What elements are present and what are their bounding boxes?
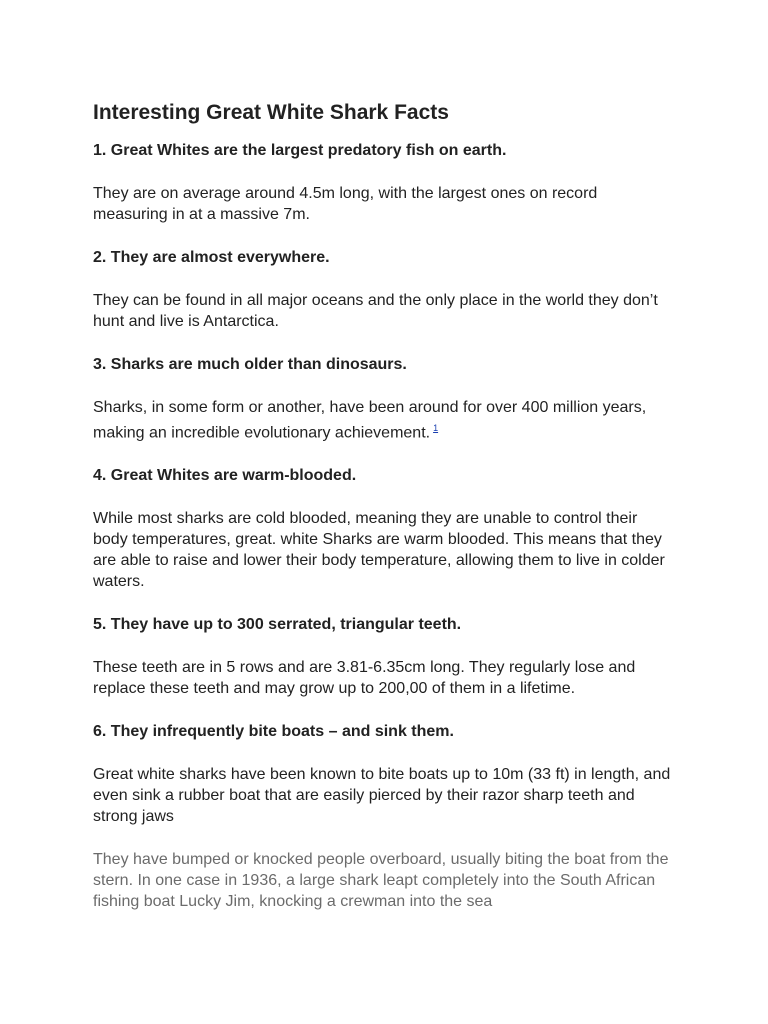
fact-heading: 4. Great Whites are warm-blooded.	[93, 467, 357, 485]
fact-body: These teeth are in 5 rows and are 3.81-6.35cm long. They regularly lose and replace these teeth and may grow up to 200,00 of them in a lifetime.	[93, 659, 636, 698]
fact-heading: 6. They infrequently bite boats – and sink them.	[93, 723, 454, 741]
fact-heading: 3. Sharks are much older than dinosaurs.	[93, 356, 407, 373]
footnote-link[interactable]: 1	[433, 423, 439, 433]
fact-2	[93, 247, 672, 332]
fact-3	[93, 354, 672, 443]
fact-4	[93, 465, 672, 592]
fact-body: Great white sharks have been known to bite boats up to 10m (33 ft) in length, and even sink a rubber boat that are easily pierced by their razor sharp teeth and strong jaws	[93, 766, 671, 826]
fact-heading: 2. They are almost everywhere.	[93, 249, 330, 266]
fact-body: They are on average around 4.5m long, with the largest ones on record measuring in at a massive 7m.	[93, 185, 598, 223]
fact-body-with-footnote	[93, 397, 672, 443]
fact-5	[93, 614, 672, 699]
fact-heading: 5. They have up to 300 serrated, triangular teeth.	[93, 616, 462, 634]
fact-body: While most sharks are cold blooded, meaning they are unable to control their body temperatures, great. white Sharks are warm blooded. This means that they are able to raise and lower their body temperature, allowing them to live in colder waters.	[93, 510, 665, 591]
page-title: Interesting Great White Shark Facts	[93, 101, 449, 124]
fact-body: They can be found in all major oceans and the only place in the world they don’t hunt and live is Antarctica.	[93, 292, 658, 330]
fact-body-text: Sharks, in some form or another, have been around for over 400 million years, making an incredible evolutionary achievement.	[93, 399, 647, 442]
fact-1	[93, 140, 672, 225]
fact-6	[93, 721, 672, 912]
fact-heading: 1. Great Whites are the largest predatory fish on earth.	[93, 142, 507, 159]
fact-extra-paragraph: They have bumped or knocked people overboard, usually biting the boat from the stern. In one case in 1936, a large shark leapt completely into the South African fishing boat Lucky Jim, knocking a crewman into the sea	[93, 851, 669, 911]
